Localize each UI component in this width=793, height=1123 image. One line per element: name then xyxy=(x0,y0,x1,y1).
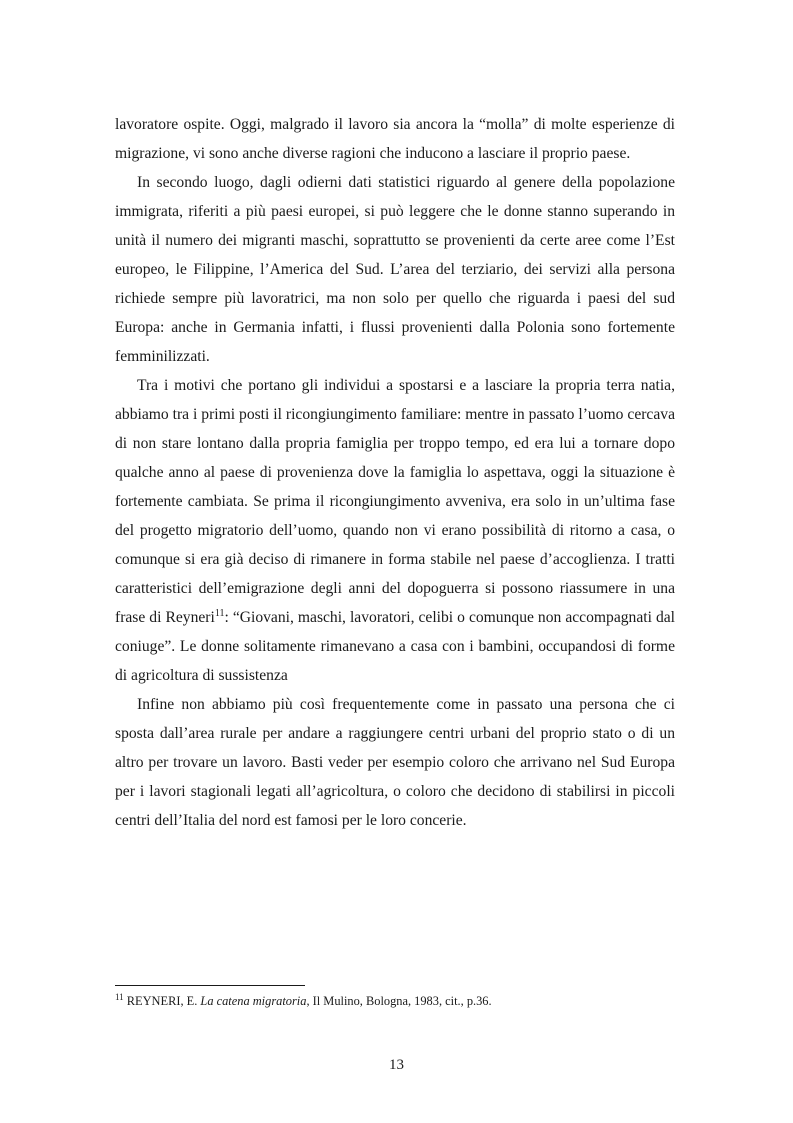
footnote xyxy=(115,992,675,1010)
paragraph-2: In secondo luogo, dagli odierni dati statistici riguardo al genere della popolazione immigrata, riferiti a più paesi europei, si può leggere che le donne stanno superando in unità il numero dei migranti maschi, soprattutto se provenienti da certe aree come l’Est europeo, le Filippine, l’America del Sud. L’area del terziario, dei servizi alla persona richiede sempre più lavoratrici, ma non solo per quello che riguarda i paesi del sud Europa: anche in Germania infatti, i flussi provenienti dalla Polonia sono fortemente femminilizzati. xyxy=(115,174,675,365)
footnote-number: 11 xyxy=(115,991,124,1002)
paragraph-4: Infine non abbiamo più così frequentemente come in passato una persona che ci sposta dall’area rurale per andare a raggiungere centri urbani del proprio stato o di un altro per trovare un lavoro. Basti veder per esempio coloro che arrivano nel Sud Europa per i lavori stagionali legati all’agricoltura, o coloro che decidono di stabilirsi in piccoli centri dell’Italia del nord est famosi per le loro concerie. xyxy=(115,696,675,829)
footnote-separator xyxy=(115,985,305,986)
footnote-author: REYNERI, E. xyxy=(123,994,201,1008)
paragraph-3 xyxy=(115,371,675,690)
body-text xyxy=(115,110,675,835)
footnote-reference[interactable]: 11 xyxy=(214,607,225,619)
paragraph-3-text-after: : “Giovani, maschi, lavoratori, celibi o comunque non accompagnati dal coniuge”. Le donne solitamente rimanevano a casa con i bambini, occupandosi di forme di agricoltura di sussistenza xyxy=(115,609,675,684)
page-number: 13 xyxy=(389,1057,404,1073)
footnote-title: La catena migratoria xyxy=(200,994,307,1008)
paragraph-3-text-before: Tra i motivi che portano gli individui a spostarsi e a lasciare la propria terra natia, abbiamo tra i primi posti il ricongiungimento familiare: mentre in passato l’uomo cercava di non stare lontano dalla propria famiglia per troppo tempo, ed era lui a tornare dopo qualche anno al paese di provenienza dove la famiglia lo aspettava, oggi la situazione è fortemente cambiata. Se prima il ricongiungimento avveniva, era solo in un’ultima fase del progetto migratorio dell’uomo, quando non vi erano possibilità di ritorno a casa, o comunque si era già deciso di rimanere in forma stabile nel paese d’accoglienza. I tratti caratteristici dell’emigrazione degli anni del dopoguerra si possono riassumere in una frase di Reyneri xyxy=(115,377,675,626)
footnote-details: , Il Mulino, Bologna, 1983, cit., p.36. xyxy=(306,994,492,1008)
paragraph-1: lavoratore ospite. Oggi, malgrado il lavoro sia ancora la “molla” di molte esperienze di migrazione, vi sono anche diverse ragioni che inducono a lasciare il proprio paese. xyxy=(115,116,675,162)
